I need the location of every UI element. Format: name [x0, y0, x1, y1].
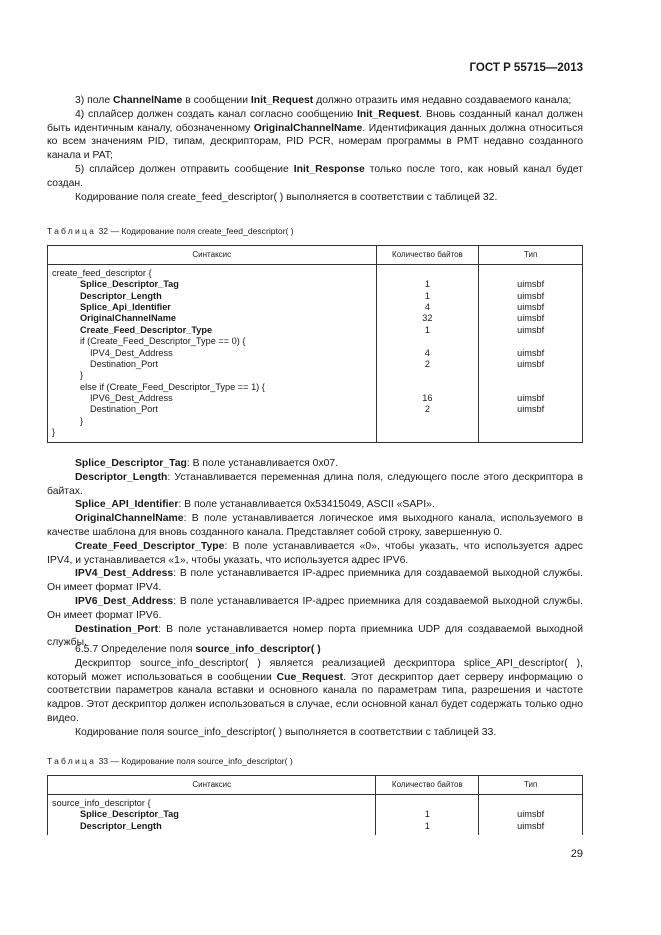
table33-bytes-value: 1 [424, 809, 430, 820]
field-description [47, 567, 583, 595]
table32-type-value [479, 427, 582, 438]
source-info-paragraph: Дескриптор source_info_descriptor( ) является реализацией дескриптора splice_API_descriptor( ), который может использоваться в сообщении Cue_Request. Этот дескриптор дает серверу информацию о соответствии параметров канала вставки и основного канала по параметрам типа, разрешения и частоте кадров. Этот дескриптор должен использоваться в случае, если основной канал будет содержать только одно видео. [47, 657, 583, 724]
section-heading: 6.5.7 Определение поля source_info_descriptor( ) [75, 644, 321, 655]
table32-type-value: uimsbf [517, 393, 545, 404]
table32-bytes-value [377, 382, 479, 393]
field-description [47, 471, 583, 499]
table33-header-syntax: Синтаксис [48, 775, 376, 794]
table32-header-type: Тип [479, 245, 583, 264]
table32-syntax-line: Descriptor_Length [80, 290, 162, 301]
table32-type-value: uimsbf [517, 358, 545, 369]
doc-header: ГОСТ Р 55715—2013 [469, 62, 583, 74]
field-name: IPV4_Dest_Address [75, 568, 174, 580]
list-item-3: 3) поле ChannelName в сообщении Init_Request должно отразить имя недавно создаваемого канала; [75, 95, 572, 106]
table32-syntax-line: OriginalChannelName [80, 313, 176, 324]
page-body [47, 94, 583, 204]
table32-bytes-value: 4 [424, 301, 430, 312]
table32-bytes-value: 16 [422, 393, 433, 404]
field-text: : В поле устанавливается 0x53415049, ASCII «SAPI». [178, 499, 435, 511]
table33-caption: Таблица 33 — Кодирование поля source_info_descriptor( ) [47, 756, 293, 766]
table32-bytes-value: 4 [424, 347, 430, 358]
table32-bytes-value: 32 [422, 313, 433, 324]
table33-header-bytes: Количество байтов [376, 775, 479, 794]
table32-type-value [479, 370, 582, 381]
field-name: Splice_API_Identifier [75, 499, 179, 511]
table32-bytes-value [377, 416, 479, 427]
field-text: : В поле устанавливается «0», чтобы указать, что используется адрес IPV4, и устанавливается «1», чтобы указать, что используется адрес IPV6. [47, 540, 583, 566]
field-description [47, 540, 583, 568]
table32-bytes-value: 2 [424, 404, 430, 415]
table32-bytes-value: 2 [424, 358, 430, 369]
table33-syntax-cell [48, 794, 376, 835]
table32-syntax-line: Splice_Descriptor_Tag [80, 279, 179, 290]
table32-syntax-line: Create_Feed_Descriptor_Type [80, 324, 213, 335]
table33-type-value: uimsbf [517, 809, 545, 820]
table32-syntax-line: IPV6_Dest_Address [90, 393, 173, 404]
field-name: OriginalChannelName [75, 513, 184, 525]
field-text: : В поле устанавливается номер порта приемника UDP для создаваемой выходной службы. [47, 623, 583, 649]
table32-bytes-value: 1 [424, 279, 430, 290]
field-description [47, 512, 583, 540]
table32-block [47, 225, 583, 443]
table32-bytes-cell [376, 264, 479, 442]
table32-bytes-value [377, 336, 479, 347]
field-name: Create_Feed_Descriptor_Type [75, 540, 225, 552]
table33 [47, 775, 583, 835]
field-text: : В поле устанавливается логическое имя выходного канала, используемого в качестве шаблона для вновь созданного канала. Представляет собой строку, завершенную 0. [47, 513, 583, 538]
table32-type-value: uimsbf [517, 290, 545, 301]
table33-bytes-value [376, 798, 478, 809]
field-name: IPV6_Dest_Address [75, 595, 174, 607]
field-description [47, 498, 583, 512]
table32-syntax-line: } [80, 415, 84, 426]
table33-header-type: Тип [479, 775, 583, 794]
table32-bytes-value: 1 [424, 290, 430, 301]
table32-type-cell [479, 264, 583, 442]
field-descriptions [47, 457, 583, 650]
table32-syntax-line: Destination_Port [90, 358, 158, 369]
table32-bytes-value [377, 427, 479, 438]
table32-bytes-value: 1 [424, 324, 430, 335]
table32-bytes-value [377, 268, 479, 279]
field-description [47, 457, 583, 471]
table32-type-value: uimsbf [517, 313, 545, 324]
table33-bytes-value: 1 [424, 820, 430, 831]
table32-syntax-line: Destination_Port [90, 404, 158, 415]
table32-syntax-line: if (Create_Feed_Descriptor_Type == 0) { [80, 336, 246, 347]
list-item-4: 4) сплайсер должен создать канал согласно сообщению Init_Request. Вновь созданный канал должен быть идентичным каналу, обозначенному OriginalChannelName. Идентификация данных должна относиться ко всем значениям PID, типам, дескрипторам, PID PCR, номерам программы в PMT недавно созданного канала и PAT; [47, 108, 583, 162]
table32-type-value: uimsbf [517, 347, 545, 358]
table33-type-value: uimsbf [517, 820, 545, 831]
coding-intro-32: Кодирование поля create_feed_descriptor( ) выполняется в соответствии с таблицей 32. [75, 191, 498, 203]
table32-type-value: uimsbf [517, 301, 545, 312]
table32-syntax-line: create_feed_descriptor { [52, 267, 152, 278]
table33-type-cell [479, 794, 583, 835]
field-description [47, 595, 583, 623]
table32-body [48, 264, 583, 442]
table32-header-bytes: Количество байтов [376, 245, 479, 264]
field-text: : Устанавливается переменная длина поля, следующего после этого дескриптора в байтах. [47, 471, 583, 497]
table32-bytes-value [377, 370, 479, 381]
table32-syntax-cell [48, 264, 377, 442]
table32-syntax-line: } [80, 370, 84, 381]
table32 [47, 245, 583, 443]
coding-intro-33: Кодирование поля source_info_descriptor( ) выполняется в соответствии с таблицей 33. [75, 726, 497, 738]
table32-type-value [479, 336, 582, 347]
table32-caption: Таблица 32 — Кодирование поля create_feed_descriptor( ) [47, 226, 294, 236]
field-text: : В поле устанавливается IP-адрес приемника для создаваемой выходной службы. Он имеет формат IPV4. [47, 568, 583, 594]
section-block [47, 643, 583, 740]
field-name: Splice_Descriptor_Tag [75, 458, 187, 469]
field-text: : В поле устанавливается 0x07. [186, 458, 339, 469]
table32-type-value: uimsbf [517, 279, 545, 290]
table32-header-syntax: Синтаксис [48, 245, 377, 264]
table33-type-value [479, 798, 582, 809]
table32-syntax-line: else if (Create_Feed_Descriptor_Type == 1) { [80, 381, 265, 392]
table33-syntax-line: Splice_Descriptor_Tag [80, 809, 179, 820]
field-name: Destination_Port [75, 623, 159, 635]
table33-syntax-line: Descriptor_Length [80, 820, 162, 831]
table32-type-value: uimsbf [517, 404, 545, 415]
list-item-5: 5) сплайсер должен отправить сообщение Init_Response только после того, как новый канал будет создан. [47, 163, 583, 189]
field-name: Descriptor_Length [75, 471, 168, 483]
table33-syntax-line: source_info_descriptor { [52, 797, 151, 808]
table33-body [48, 794, 583, 835]
table32-syntax-line: Splice_Api_Identifier [80, 301, 171, 312]
table32-syntax-line: IPV4_Dest_Address [90, 347, 173, 358]
page-number: 29 [570, 848, 583, 860]
table33-block [47, 755, 583, 835]
table33-bytes-cell [376, 794, 479, 835]
table32-type-value [479, 416, 582, 427]
field-text: : В поле устанавливается IP-адрес приемника для создаваемой выходной службы. Он имеет формат IPV6. [47, 595, 583, 621]
table32-type-value [479, 382, 582, 393]
table32-type-value: uimsbf [517, 324, 545, 335]
table32-syntax-line: } [52, 427, 56, 438]
table32-type-value [479, 268, 582, 279]
